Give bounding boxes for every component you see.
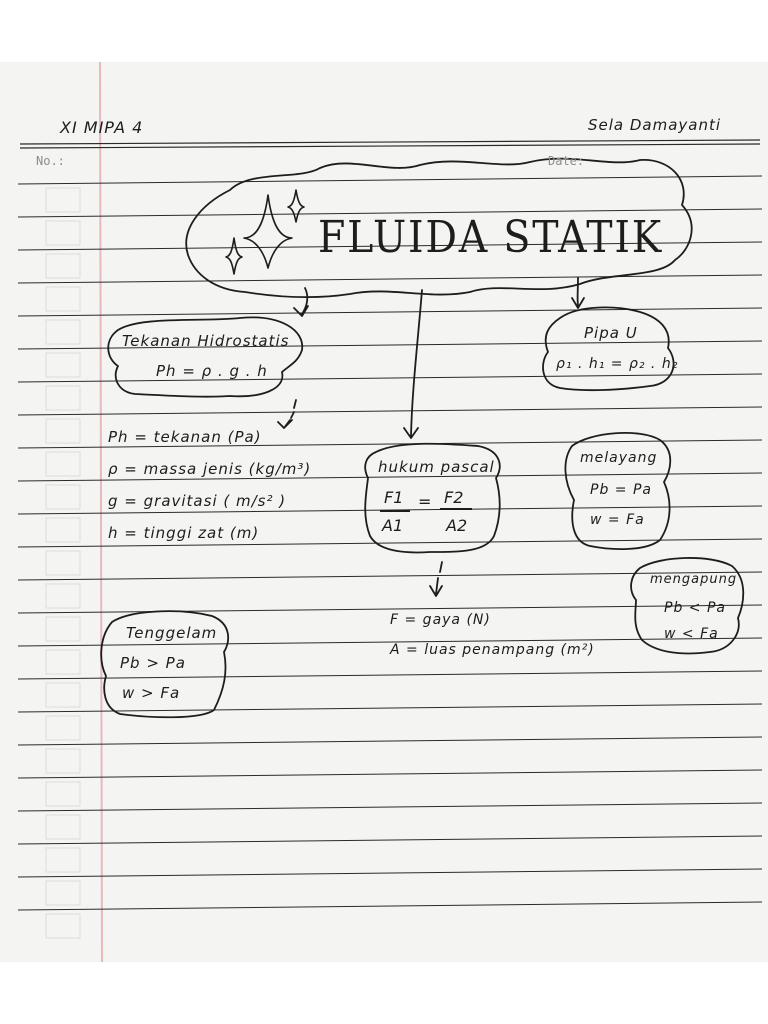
pascal-definition-f: F = gaya (N) xyxy=(390,612,491,628)
definition-h: h = tinggi zat (m) xyxy=(108,524,260,542)
page-title: FLUIDA STATIK xyxy=(318,212,663,263)
no-label: No.: xyxy=(36,154,65,168)
date-label: Date: xyxy=(548,154,585,168)
hydrostatic-formula: Ph = ρ . g . h xyxy=(156,362,268,380)
pascal-f1: F1 xyxy=(384,488,404,507)
pascal-definition-a: A = luas penampang (m²) xyxy=(390,642,595,658)
fraction-bar-right xyxy=(440,508,472,510)
pascal-a2: A2 xyxy=(446,516,468,535)
definition-g: g = gravitasi ( m/s² ) xyxy=(108,492,287,510)
u-tube-heading: Pipa U xyxy=(584,324,638,342)
tenggelam-line-2: w > Fa xyxy=(122,684,181,702)
pascal-a1: A1 xyxy=(382,516,404,535)
pascal-heading: hukum pascal xyxy=(378,458,495,476)
student-name: Sela Damayanti xyxy=(588,116,722,134)
definition-rho: ρ = massa jenis (kg/m³) xyxy=(108,460,312,478)
hydrostatic-heading: Tekanan Hidrostatis xyxy=(122,332,290,350)
melayang-heading: melayang xyxy=(580,450,658,466)
fraction-bar-left xyxy=(380,510,410,512)
mengapung-heading: mengapung xyxy=(650,572,738,587)
melayang-line-2: w = Fa xyxy=(590,512,645,528)
definition-ph: Ph = tekanan (Pa) xyxy=(108,428,262,446)
pascal-equals: = xyxy=(418,492,432,511)
melayang-line-1: Pb = Pa xyxy=(590,482,652,498)
mengapung-line-2: w < Fa xyxy=(664,626,719,642)
pascal-f2: F2 xyxy=(444,488,464,507)
class-name: XI MIPA 4 xyxy=(60,118,144,137)
u-tube-formula: ρ₁ . h₁ = ρ₂ . h₂ xyxy=(556,356,679,372)
pascal-fraction xyxy=(380,488,490,538)
mengapung-line-1: Pb < Pa xyxy=(664,600,726,616)
tenggelam-line-1: Pb > Pa xyxy=(120,654,186,672)
tenggelam-heading: Tenggelam xyxy=(126,624,218,642)
